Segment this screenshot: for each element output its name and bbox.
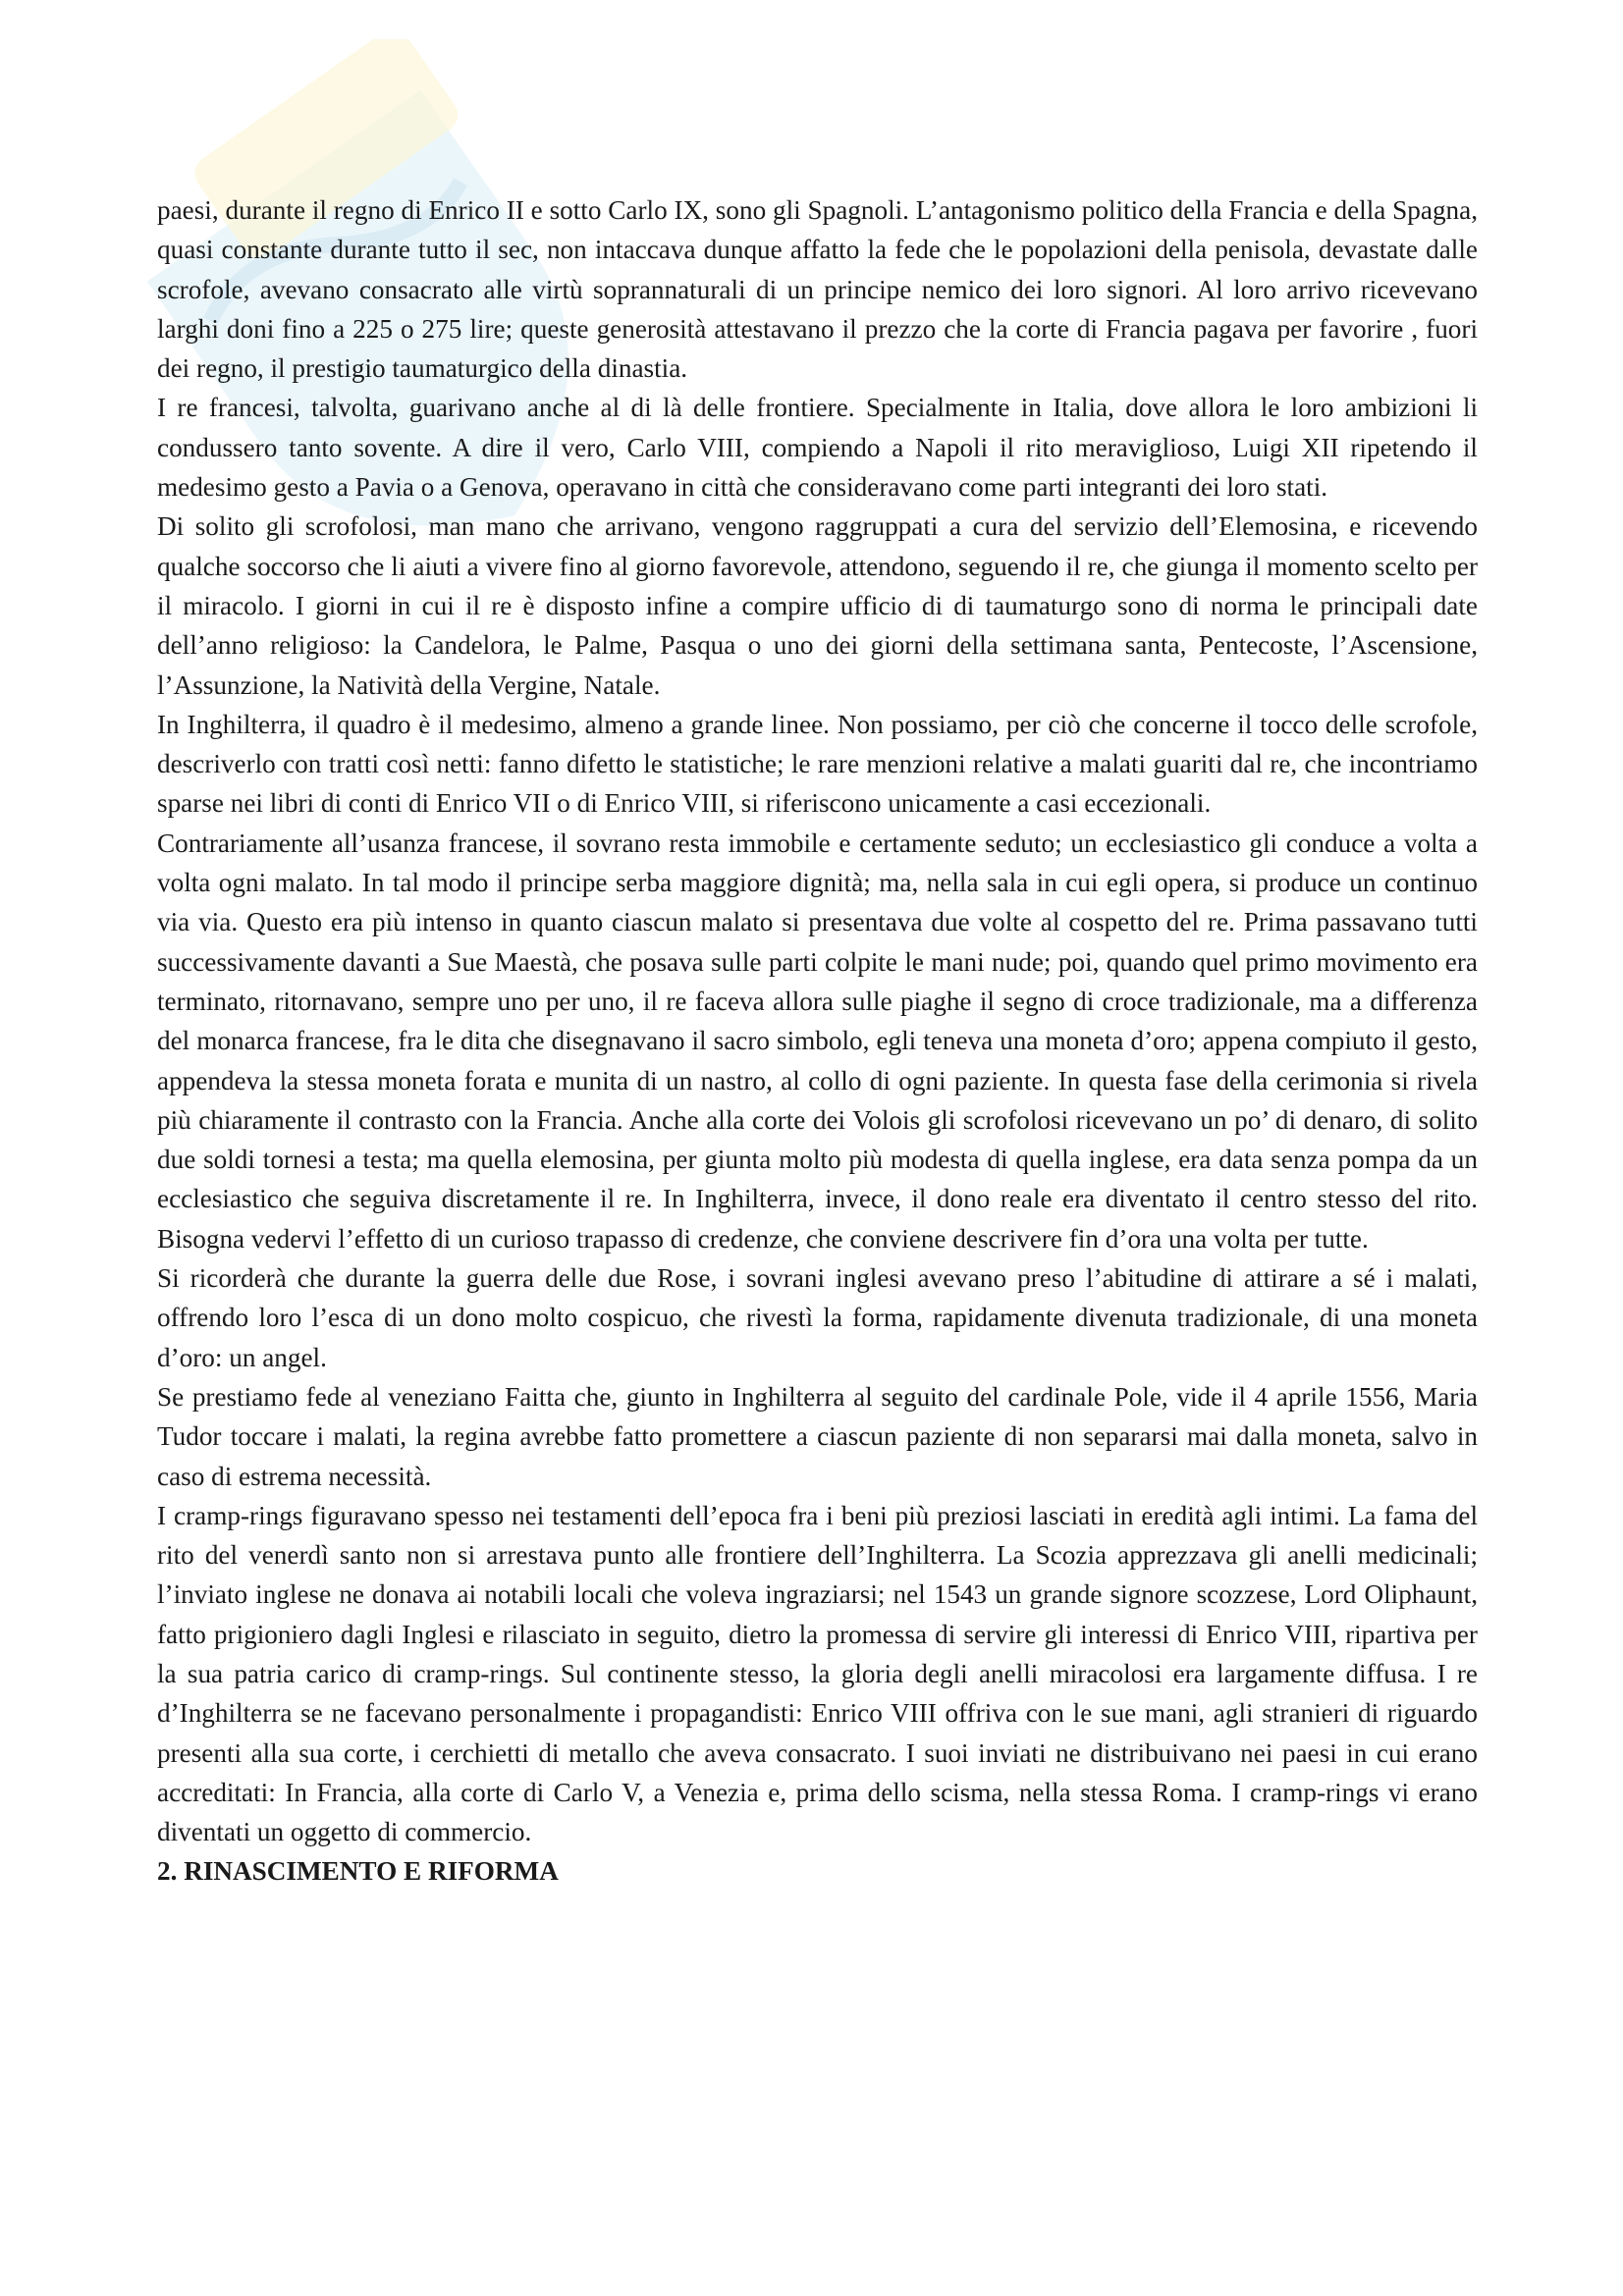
paragraph: Si ricorderà che durante la guerra delle due Rose, i sovrani inglesi avevano preso l’abitudine di attirare a sé i malati, offrendo loro l’esca di un dono molto cospicuo, che rivestì la forma, rapidamente divenuta tradizionale, di una moneta d’oro: un angel.	[157, 1263, 1478, 1372]
paragraph: Contrariamente all’usanza francese, il sovrano resta immobile e certamente seduto; un ecclesiastico gli conduce a volta a volta ogni malato. In tal modo il principe serba maggiore dignità; ma, nella sala in cui egli opera, si produce un continuo via via. Questo era più intenso in quanto ciascun malato si presentava due volte al cospetto del re. Prima passavano tutti successivamente davanti a Sue Maestà, che posava sulle parti colpite le mani nude; poi, quando quel primo movimento era terminato, ritornavano, sempre uno per uno, il re faceva allora sulle piaghe il segno di croce tradizionale, ma a differenza del monarca francese, fra le dita che disegnavano il sacro simbolo, egli teneva una moneta d’oro; appena compiuto il gesto, appendeva la stessa moneta forata e munita di un nastro, al collo di ogni paziente. In questa fase della cerimonia si rivela più chiaramente il contrasto con la Francia. Anche alla corte dei Volois gli scrofolosi ricevevano un po’ di denaro, di solito due soldi tornesi a testa; ma quella elemosina, per giunta molto più modesta di quella inglese, era data senza pompa da un ecclesiastico che seguiva discretamente il re. In Inghilterra, invece, il dono reale era diventato il centro stesso del rito. Bisogna vedervi l’effetto di un curioso trapasso di credenze, che conviene descrivere fin d’ora una volta per tutte.	[157, 828, 1478, 1254]
paragraph: I cramp-rings figuravano spesso nei testamenti dell’epoca fra i beni più preziosi lasciati in eredità agli intimi. La fama del rito del venerdì santo non si arrestava punto alle frontiere dell’Inghilterra. La Scozia apprezzava gli anelli medicinali; l’inviato inglese ne donava ai notabili locali che voleva ingraziarsi; nel 1543 un grande signore scozzese, Lord Oliphaunt, fatto prigioniero dagli Inglesi e rilasciato in seguito, dietro la promessa di servire gli interessi di Enrico VIII, ripartiva per la sua patria carico di cramp-rings. Sul continente stesso, la gloria degli anelli miracolosi era largamente diffusa. I re d’Inghilterra se ne facevano personalmente i propagandisti: Enrico VIII offriva con le sue mani, agli stranieri di riguardo presenti alla sua corte, i cerchietti di metallo che aveva consacrato. I suoi inviati ne distribuivano nei paesi in cui erano accreditati: In Francia, alla corte di Carlo V, a Venezia e, prima dello scisma, nella stessa Roma. I cramp-rings vi erano diventati un oggetto di commercio.	[157, 1500, 1478, 1847]
paragraph: In Inghilterra, il quadro è il medesimo, almeno a grande linee. Non possiamo, per ciò che concerne il tocco delle scrofole, descriverlo con tratti così netti: fanno difetto le statistiche; le rare menzioni relative a malati guariti dal re, che incontriamo sparse nei libri di conti di Enrico VII o di Enrico VIII, si riferiscono unicamente a casi eccezionali.	[157, 709, 1478, 819]
document-body	[157, 190, 1478, 1892]
paragraph: I re francesi, talvolta, guarivano anche al di là delle frontiere. Specialmente in Italia, dove allora le loro ambizioni li condussero tanto sovente. A dire il vero, Carlo VIII, compiendo a Napoli il rito meraviglioso, Luigi XII ripetendo il medesimo gesto a Pavia o a Genova, operavano in città che consideravano come parti integranti dei loro stati.	[157, 393, 1478, 503]
section-heading: 2. RINASCIMENTO E RIFORMA	[157, 1856, 559, 1887]
paragraph: Se prestiamo fede al veneziano Faitta che, giunto in Inghilterra al seguito del cardinale Pole, vide il 4 aprile 1556, Maria Tudor toccare i malati, la regina avrebbe fatto promettere a ciascun paziente di non separarsi mai dalla moneta, salvo in caso di estrema necessità.	[157, 1381, 1478, 1491]
paragraph: paesi, durante il regno di Enrico II e sotto Carlo IX, sono gli Spagnoli. L’antagonismo politico della Francia e della Spagna, quasi constante durante tutto il sec, non intaccava dunque affatto la fede che le popolazioni della penisola, devastate dalle scrofole, avevano consacrato alle virtù soprannaturali di un principe nemico dei loro signori. Al loro arrivo ricevevano larghi doni fino a 225 o 275 lire; queste generosità attestavano il prezzo che la corte di Francia pagava per favorire , fuori dei regno, il prestigio taumaturgico della dinastia.	[157, 195, 1478, 384]
paragraph: Di solito gli scrofolosi, man mano che arrivano, vengono raggruppati a cura del servizio dell’Elemosina, e ricevendo qualche soccorso che li aiuti a vivere fino al giorno favorevole, attendono, seguendo il re, che giunga il momento scelto per il miracolo. I giorni in cui il re è disposto infine a compire ufficio di di taumaturgo sono di norma le principali date dell’anno religioso: la Candelora, le Palme, Pasqua o uno dei giorni della settimana santa, Pentecoste, l’Ascensione, l’Assunzione, la Natività della Vergine, Natale.	[157, 511, 1478, 700]
